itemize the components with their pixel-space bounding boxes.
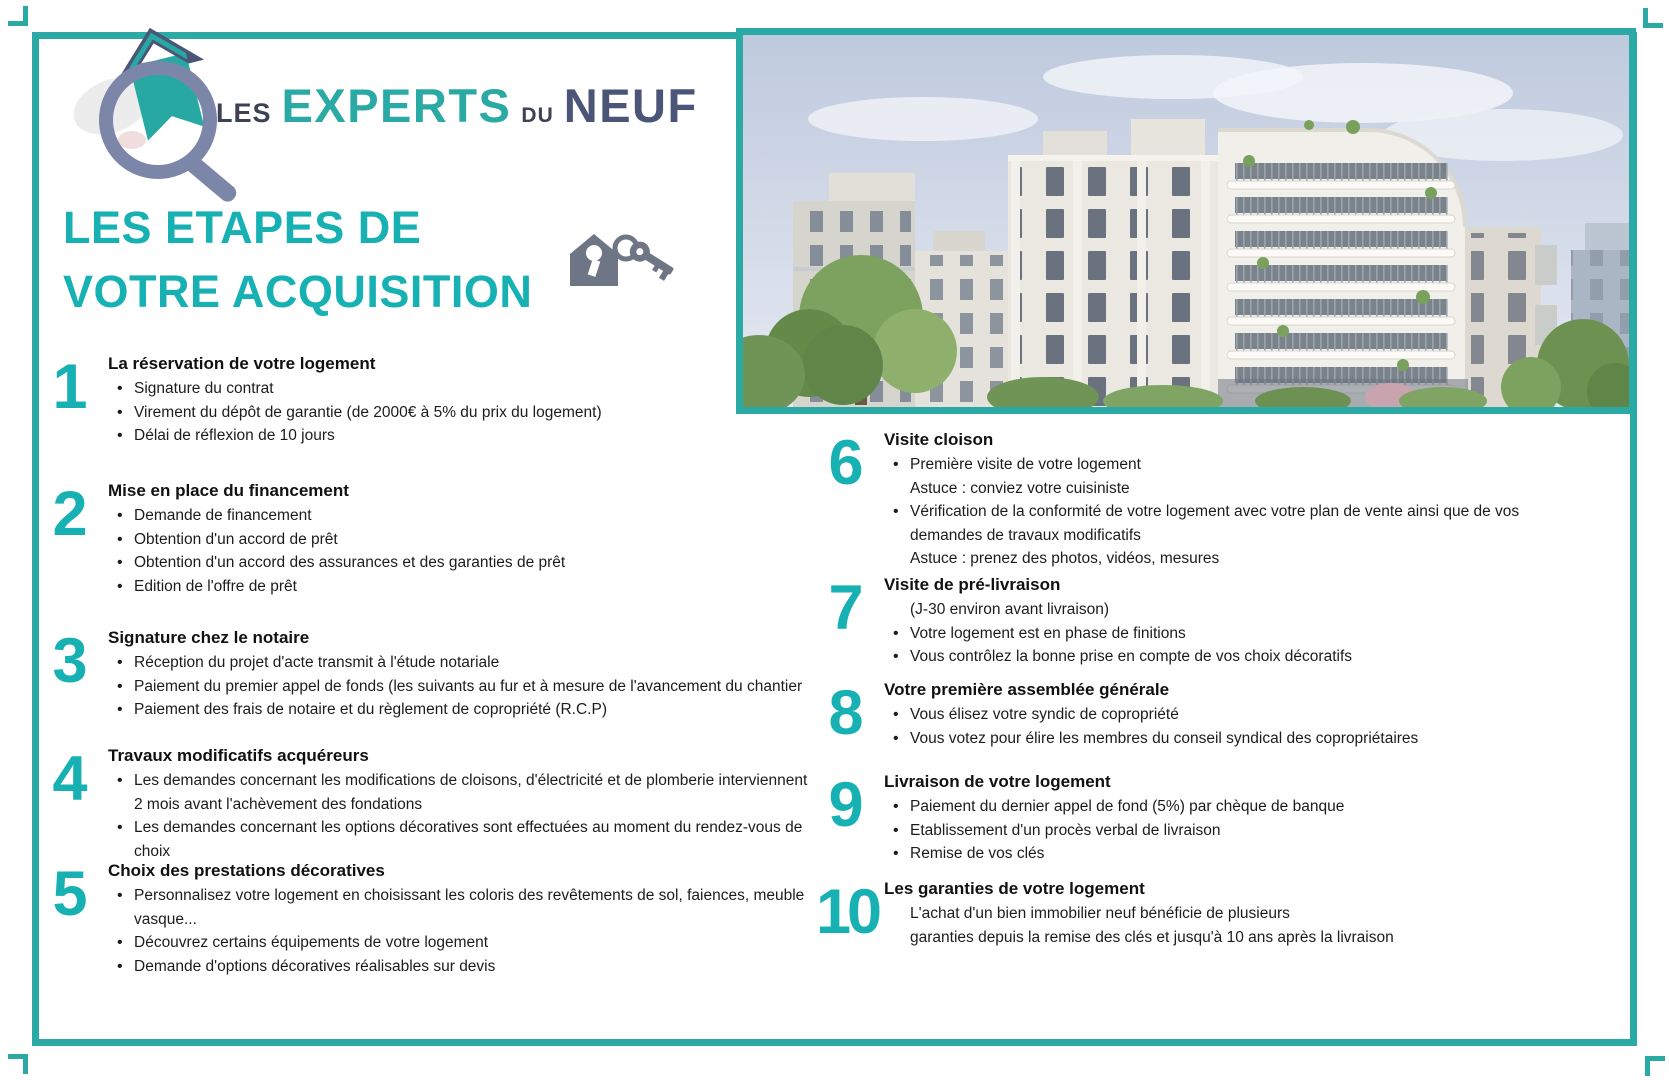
corner-mark-bottom-right [1645,1056,1665,1076]
step-title: La réservation de votre logement [108,354,376,373]
step-bullet-item: • Paiement du dernier appel de fond (5%) par chèque de banque [884,795,1544,819]
step-bullet-item: • Remise de vos clés [884,842,1544,866]
step-bullet-item: • Virement du dépôt de garantie (de 2000€ à 5% du prix du logement) [108,401,820,425]
step-number: 8 [828,678,864,748]
step-bullet-item: • Demande de financement [108,504,820,528]
step-bullet-item: • Paiement des frais de notaire et du règlement de copropriété (R.C.P) [108,698,820,722]
step-title: Visite de pré-livraison [884,575,1061,594]
corner-mark-top-right [1643,8,1663,28]
step-bullet-item: • Paiement du premier appel de fonds (les suivants au fur et à mesure de l'avancement du chantier [108,675,820,699]
step-bullet-item: • Première visite de votre logement [884,453,1544,477]
step-10 [816,877,1544,949]
step-number: 9 [828,770,864,840]
step-title: Travaux modificatifs acquéreurs [108,746,369,765]
step-number: 4 [52,744,88,814]
step-number: 3 [52,626,88,696]
step-bullet-item: • Demande d'options décoratives réalisables sur devis [108,955,820,979]
step-title: Visite cloison [884,430,994,449]
step-number: 10 [816,877,879,947]
step-bullet-item: • Les demandes concernant les options décoratives sont effectuées au moment du rendez-vous de choix [108,816,820,863]
step-bullet-item: • Vous contrôlez la bonne prise en compte de vos choix décoratifs [884,645,1544,669]
step-title: Choix des prestations décoratives [108,861,385,880]
step-8 [816,678,1544,750]
step-bullet-item: • Vérification de la conformité de votre logement avec votre plan de vente ainsi que de vos demandes de travaux modificatifs [884,500,1544,547]
step-note: garanties depuis la remise des clés et jusqu'à 10 ans après la livraison [910,928,1394,946]
step-title: Votre première assemblée générale [884,680,1170,699]
step-2 [40,479,820,598]
step-bullet-item: • Vous élisez votre syndic de copropriété [884,703,1544,727]
step-3 [40,626,820,722]
step-bullet-item: • Signature du contrat [108,377,820,401]
step-bullet-item: • Obtention d'un accord de prêt [108,528,820,552]
step-note: L'achat d'un bien immobilier neuf bénéficie de plusieurs [910,905,1290,922]
logo-word-du: DU [521,104,554,127]
logo-wordmark [216,78,698,133]
step-bullet-item: • Etablissement d'un procès verbal de livraison [884,819,1544,843]
step-bullet-item: • Obtention d'un accord des assurances et des garanties de prêt [108,551,820,575]
step-title: Livraison de votre logement [884,772,1111,791]
step-1 [40,352,820,448]
step-note: Astuce : conviez votre cuisiniste [910,479,1130,497]
step-4 [40,744,820,863]
step-bullet-item: • Vous votez pour élire les membres du conseil syndical des copropriétaires [884,727,1544,751]
step-note: (J-30 environ avant livraison) [910,601,1110,618]
step-number: 7 [828,573,864,643]
page-title-line2: VOTRE ACQUISITION [63,266,533,318]
step-bullet-item: • Edition de l'offre de prêt [108,575,820,599]
logo-word-experts: EXPERTS [281,79,512,132]
step-bullet-item: • Personnalisez votre logement en choisissant les coloris des revêtements de sol, faiences, meuble vasque... [108,884,820,931]
step-bullet-item: • Délai de réflexion de 10 jours [108,424,820,448]
page-title [63,196,532,325]
step-number: 6 [828,428,864,498]
step-title: Signature chez le notaire [108,628,310,647]
step-7 [816,573,1544,669]
building-photo [736,28,1636,414]
step-title: Les garanties de votre logement [884,879,1145,898]
step-9 [816,770,1544,866]
step-title: Mise en place du financement [108,481,349,500]
logo-word-les: LES [216,98,272,128]
logo-word-neuf: NEUF [563,79,698,132]
corner-mark-top-left [8,6,28,26]
step-bullet-item: • Votre logement est en phase de finitions [884,622,1544,646]
step-note: Astuce : prenez des photos, vidéos, mesures [910,550,1220,567]
step-bullet-item: • Les demandes concernant les modifications de cloisons, d'électricité et de plomberie interviennent 2 mois avant l'achèvement des fondations [108,769,820,816]
step-number: 5 [52,859,88,929]
page-title-line1: LES ETAPES DE [63,202,422,253]
step-number: 1 [52,352,88,422]
step-bullet-item: • Réception du projet d'acte transmit à l'étude notariale [108,651,820,675]
step-bullet-item: • Découvrez certains équipements de votre logement [108,931,820,955]
house-keychain-with-keys-icon [556,220,676,310]
corner-mark-bottom-left [8,1054,28,1074]
step-6 [816,428,1544,571]
step-number: 2 [52,479,88,549]
step-5 [40,859,820,978]
